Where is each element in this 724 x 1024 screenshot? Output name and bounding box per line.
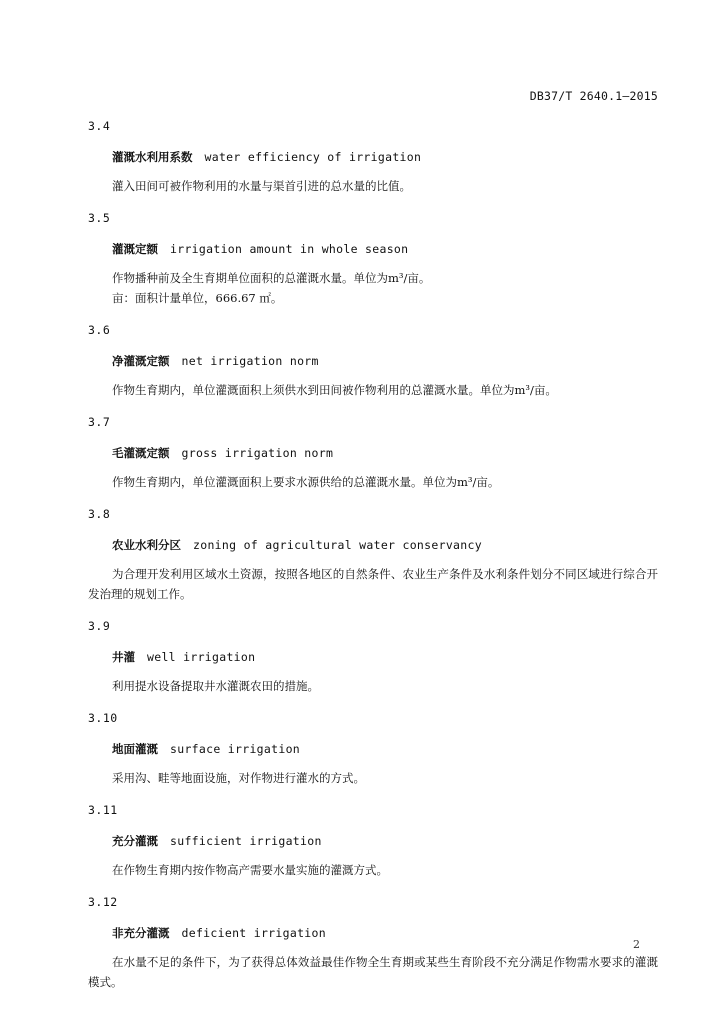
term-title	[88, 353, 658, 370]
term-title	[88, 833, 658, 850]
term-english: gross irrigation norm	[181, 446, 334, 460]
term-chinese: 灌溉水利用系数	[112, 150, 193, 164]
term-title	[88, 537, 658, 554]
term-definition: 在水量不足的条件下，为了获得总体效益最佳作物全生育期或某些生育阶段不充分满足作物需水要求的灌溉模式。	[88, 955, 658, 989]
term-chinese: 非充分灌溉	[112, 926, 170, 940]
term-chinese: 农业水利分区	[112, 538, 181, 552]
term-chinese: 井灌	[112, 650, 135, 664]
term-english: net irrigation norm	[181, 354, 319, 368]
term-3-9	[88, 618, 658, 696]
term-number: 3.11	[88, 803, 118, 817]
term-title	[88, 445, 658, 462]
term-definition: 作物生育期内，单位灌溉面积上须供水到田间被作物利用的总灌溉水量。单位为m³/亩。	[112, 383, 557, 397]
term-definition: 作物生育期内，单位灌溉面积上要求水源供给的总灌溉水量。单位为m³/亩。	[112, 475, 500, 489]
term-note: 亩：面积计量单位，666.67 ㎡。	[112, 291, 283, 305]
term-title	[88, 741, 658, 758]
term-3-10	[88, 710, 658, 788]
term-title	[88, 149, 658, 166]
term-3-8	[88, 506, 658, 604]
term-definition: 采用沟、畦等地面设施，对作物进行灌水的方式。	[112, 771, 365, 785]
term-english: deficient irrigation	[181, 926, 326, 940]
term-definition: 为合理开发利用区域水土资源，按照各地区的自然条件、农业生产条件及水利条件划分不同区域进行综合开发治理的规划工作。	[88, 567, 658, 601]
term-number: 3.8	[88, 507, 111, 521]
term-definition: 作物播种前及全生育期单位面积的总灌溉水量。单位为m³/亩。	[112, 271, 431, 285]
term-chinese: 毛灌溉定额	[112, 446, 170, 460]
term-3-7	[88, 414, 658, 492]
term-number: 3.7	[88, 415, 111, 429]
term-definition: 灌入田间可被作物利用的水量与渠首引进的总水量的比值。	[112, 179, 411, 193]
term-title	[88, 649, 658, 666]
term-number: 3.5	[88, 211, 111, 225]
term-english: sufficient irrigation	[170, 834, 322, 848]
term-chinese: 充分灌溉	[112, 834, 158, 848]
term-english: irrigation amount in whole season	[170, 242, 409, 256]
term-english: water efficiency of irrigation	[204, 150, 422, 164]
term-english: surface irrigation	[170, 742, 301, 756]
term-3-5	[88, 210, 658, 308]
term-chinese: 灌溉定额	[112, 242, 158, 256]
term-3-6	[88, 322, 658, 400]
term-chinese: 净灌溉定额	[112, 354, 170, 368]
term-3-11	[88, 802, 658, 880]
term-3-4	[88, 118, 658, 196]
term-3-12	[88, 894, 658, 992]
term-definition: 在作物生育期内按作物高产需要水量实施的灌溉方式。	[112, 863, 388, 877]
term-title	[88, 241, 658, 258]
document-code: DB37/T 2640.1—2015	[529, 89, 658, 103]
term-number: 3.9	[88, 619, 111, 633]
term-chinese: 地面灌溉	[112, 742, 158, 756]
term-definition: 利用提水设备提取井水灌溉农田的措施。	[112, 679, 319, 693]
term-title	[88, 925, 658, 942]
terms-section	[88, 118, 658, 992]
term-number: 3.10	[88, 711, 118, 725]
term-number: 3.12	[88, 895, 118, 909]
term-number: 3.4	[88, 119, 111, 133]
term-english: zoning of agricultural water conservancy	[193, 538, 482, 552]
page-number: 2	[633, 938, 640, 951]
term-english: well irrigation	[147, 650, 256, 664]
term-number: 3.6	[88, 323, 111, 337]
